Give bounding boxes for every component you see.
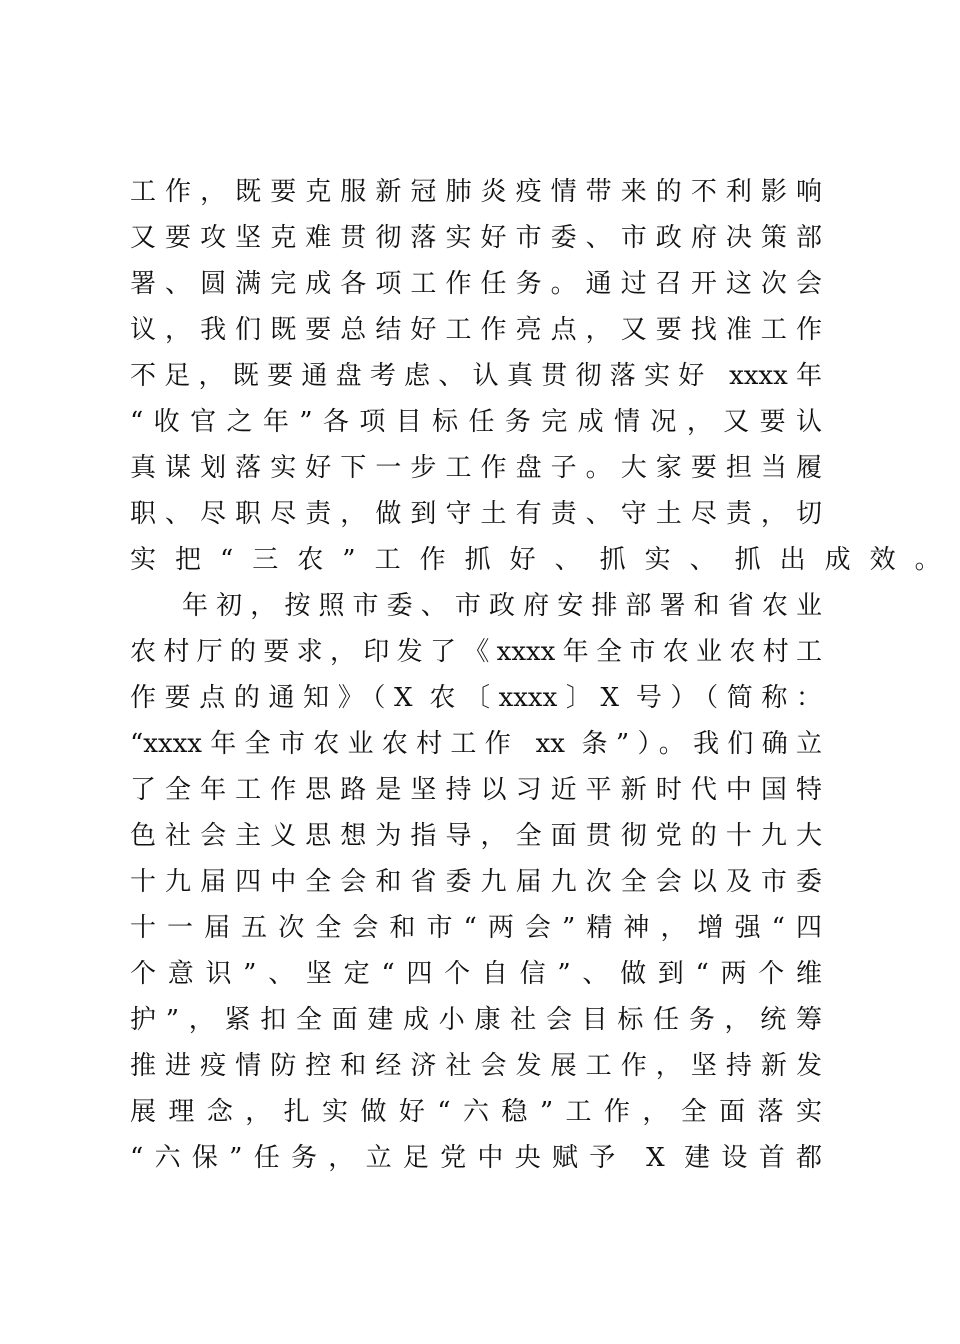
text-line: 作要点的通知》（X 农〔xxxx〕X 号）（简称： bbox=[130, 683, 822, 713]
text-line: “六保”任务，立足党中央赋予 X 建设首都 bbox=[130, 1143, 822, 1173]
text-line: 农村厅的要求，印发了《xxxx年全市农业农村工 bbox=[130, 637, 822, 667]
text-line: 十九届四中全会和省委九届九次全会以及市委 bbox=[130, 867, 822, 897]
text-line: 职、尽职尽责，做到守土有责、守土尽责，切 bbox=[130, 499, 822, 529]
text-line: 个意识”、坚定“四个自信”、做到“两个维 bbox=[130, 959, 822, 989]
paragraph-end-line: 实把“三农”工作抓好、抓实、抓出成效。 bbox=[130, 545, 960, 575]
text-line: 工作，既要克服新冠肺炎疫情带来的不利影响 bbox=[130, 177, 822, 207]
text-line: 不足，既要通盘考虑、认真贯彻落实好 xxxx年 bbox=[130, 361, 822, 391]
paragraph-first-line: 年初，按照市委、市政府安排部署和省农业 bbox=[182, 591, 822, 621]
text-line: 又要攻坚克难贯彻落实好市委、市政府决策部 bbox=[130, 223, 822, 253]
text-line: 十一届五次全会和市“两会”精神，增强“四 bbox=[130, 913, 822, 943]
text-line: 真谋划落实好下一步工作盘子。大家要担当履 bbox=[130, 453, 822, 483]
text-line: “收官之年”各项目标任务完成情况，又要认 bbox=[130, 407, 822, 437]
text-line: 护”，紧扣全面建成小康社会目标任务，统筹 bbox=[130, 1005, 822, 1035]
text-line: 展理念，扎实做好“六稳”工作，全面落实 bbox=[130, 1097, 822, 1127]
text-line: 色社会主义思想为指导，全面贯彻党的十九大 bbox=[130, 821, 822, 851]
text-line: 议，我们既要总结好工作亮点，又要找准工作 bbox=[130, 315, 822, 345]
text-line: 署、圆满完成各项工作任务。通过召开这次会 bbox=[130, 269, 822, 299]
text-line: “xxxx年全市农业农村工作 xx 条”）。我们确立 bbox=[130, 729, 822, 759]
text-line: 了全年工作思路是坚持以习近平新时代中国特 bbox=[130, 775, 822, 805]
text-line: 推进疫情防控和经济社会发展工作，坚持新发 bbox=[130, 1051, 822, 1081]
